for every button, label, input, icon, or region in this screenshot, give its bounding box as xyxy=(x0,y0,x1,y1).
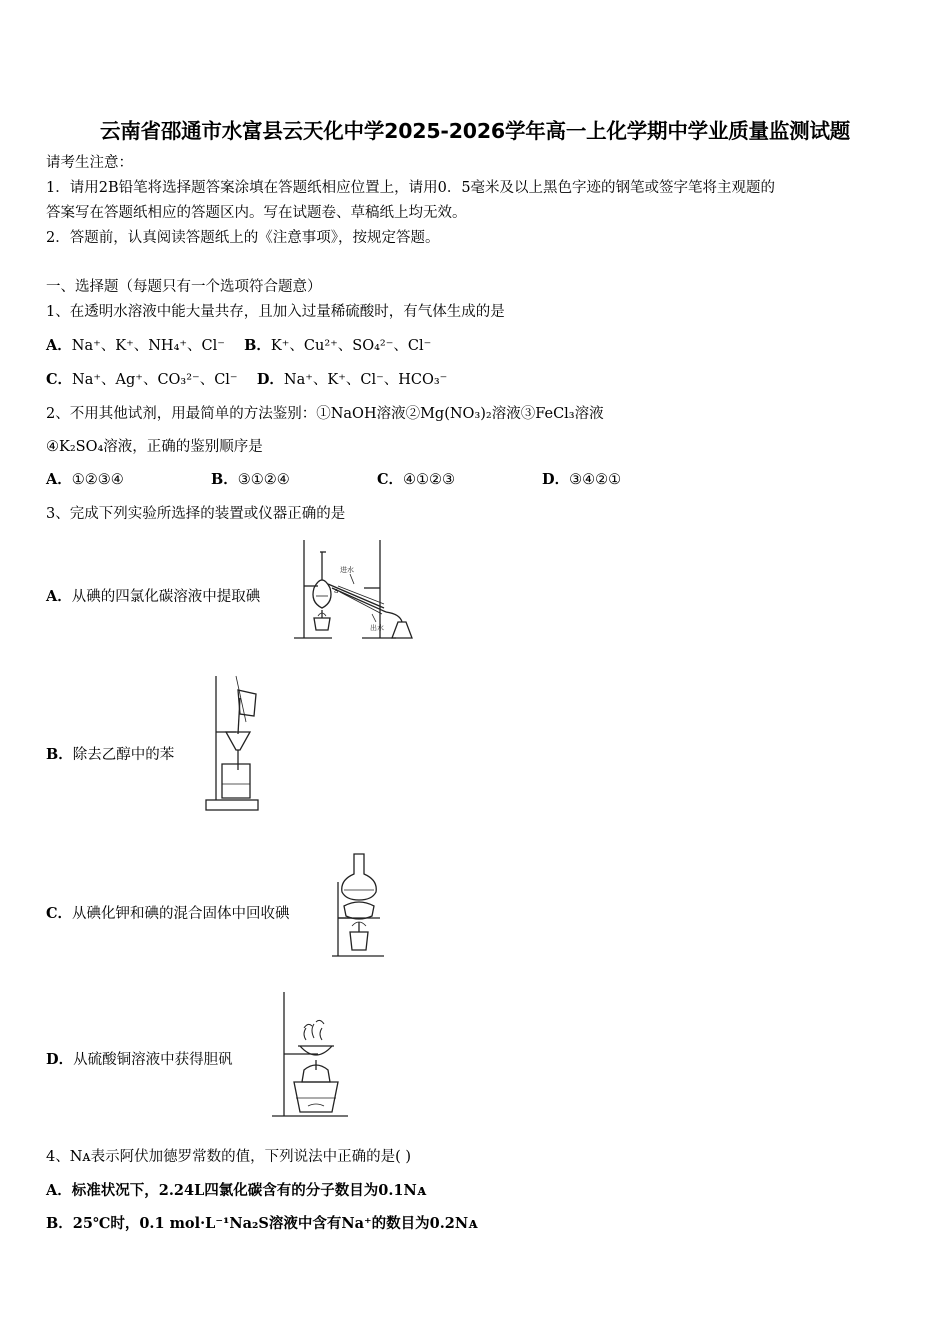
q4-option-b-row xyxy=(46,1215,477,1233)
q2-option-c-label: C． xyxy=(377,471,404,488)
q3-option-b: 除去乙醇中的苯 xyxy=(72,747,175,763)
q1-stem: 1、在透明水溶液中能大量共存，且加入过量稀硫酸时，有气体生成的是 xyxy=(46,304,505,320)
q1-option-b: K⁺、Cu²⁺、SO₄²⁻、Cl⁻ xyxy=(270,338,432,354)
section-heading: 一、选择题（每题只有一个选项符合题意） xyxy=(46,279,322,295)
q3-option-d: 从硫酸铜溶液中获得胆矾 xyxy=(73,1052,233,1068)
notice-item-1-line-2: 答案写在答题纸相应的答题区内。写在试题卷、草稿纸上均无效。 xyxy=(46,205,467,221)
q1-option-d-label: D． xyxy=(256,371,284,388)
q3-stem: 3、完成下列实验所选择的装置或仪器正确的是 xyxy=(46,506,346,522)
q3-option-d-row xyxy=(46,1051,233,1069)
q3-figure-d-evaporation xyxy=(268,990,352,1122)
q4-option-a: 标准状况下，2.24L四氯化碳含有的分子数目为0.1Nᴀ xyxy=(71,1182,427,1199)
q1-options-row-1 xyxy=(46,337,431,355)
q1-option-a: Na⁺、K⁺、NH₄⁺、Cl⁻ xyxy=(71,338,225,354)
q3-option-c-label: C． xyxy=(46,905,73,922)
q3-option-d-label: D． xyxy=(46,1051,74,1068)
q2-option-d: ③④②① xyxy=(569,472,622,488)
q2-option-a-label: A． xyxy=(46,471,72,488)
q3-figure-b-filtration xyxy=(200,674,264,814)
q4-option-b-label: B． xyxy=(46,1215,73,1232)
q2-option-a: ①②③④ xyxy=(71,472,124,488)
q1-option-b-label: B． xyxy=(244,337,271,354)
notice-item-2: 2．答题前，认真阅读答题纸上的《注意事项》，按规定答题。 xyxy=(46,230,440,246)
q1-option-d: Na⁺、K⁺、Cl⁻、HCO₃⁻ xyxy=(283,372,448,388)
q4-option-b: 25℃时，0.1 mol·L⁻¹Na₂S溶液中含有Na⁺的数目为0.2Nᴀ xyxy=(72,1215,478,1232)
q4-stem: 4、Nᴀ表示阿伏加德罗常数的值，下列说法中正确的是( ) xyxy=(46,1149,412,1165)
q3-figure-a-water-in-label: 进水 xyxy=(340,566,354,574)
q1-options-row-2 xyxy=(46,371,447,389)
q3-figure-c-sublimation xyxy=(330,852,388,960)
q3-option-a-label: A． xyxy=(46,588,72,605)
notice-item-1-line-1: 1．请用2B铅笔将选择题答案涂填在答题纸相应位置上，请用0．5毫米及以上黑色字迹的钢笔或签字笔将主观题的 xyxy=(46,180,776,196)
q2-stem-line-1: 2、不用其他试剂，用最简单的方法鉴别：①NaOH溶液②Mg(NO₃)₂溶液③FeCl₃溶液 xyxy=(46,406,604,422)
q3-option-a: 从碘的四氯化碳溶液中提取碘 xyxy=(71,589,261,605)
q1-option-a-label: A． xyxy=(46,337,72,354)
q3-option-b-row xyxy=(46,746,174,764)
q4-option-a-label: A． xyxy=(46,1182,72,1199)
q1-option-c: Na⁺、Ag⁺、CO₃²⁻、Cl⁻ xyxy=(72,372,238,388)
q3-option-b-label: B． xyxy=(46,746,73,763)
q2-option-b: ③①②④ xyxy=(237,472,290,488)
q2-option-b-label: B． xyxy=(211,471,238,488)
q2-stem-line-2: ④K₂SO₄溶液，正确的鉴别顺序是 xyxy=(46,439,263,455)
q3-option-c-row xyxy=(46,905,290,923)
notice-heading: 请考生注意： xyxy=(46,155,133,171)
q1-option-c-label: C． xyxy=(46,371,73,388)
q4-option-a-row xyxy=(46,1182,426,1200)
q3-figure-a-water-out-label: 出水 xyxy=(370,624,384,632)
page-title: 云南省邵通市水富县云天化中学2025-2026学年高一上化学期中学业质量监测试题 xyxy=(99,119,851,143)
q3-option-a-row xyxy=(46,588,260,606)
q3-figure-a-distillation xyxy=(292,538,417,644)
q2-option-d-label: D． xyxy=(542,471,570,488)
q3-option-c: 从碘化钾和碘的混合固体中回收碘 xyxy=(72,906,290,922)
q2-option-c: ④①②③ xyxy=(403,472,456,488)
q3-figure-a-label-a: a xyxy=(334,587,339,595)
